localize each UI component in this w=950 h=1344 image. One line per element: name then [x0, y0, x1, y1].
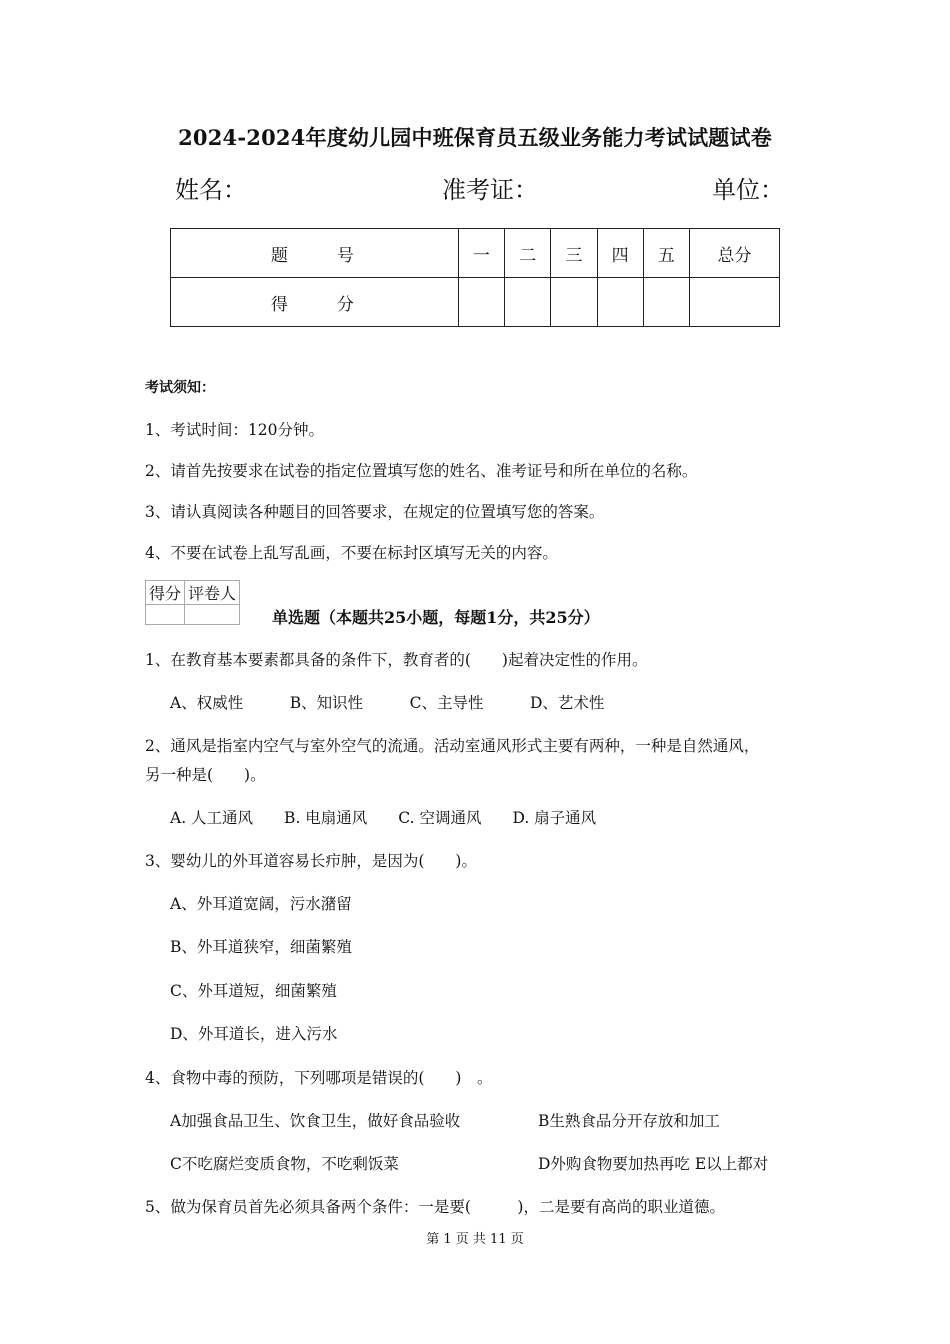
question-1-stem: 1、在教育基本要素都具备的条件下，教育者的( )起着决定性的作用。: [145, 651, 648, 669]
notice-item: 1、考试时间：120分钟。: [145, 421, 324, 439]
question-3-option-d: D、外耳道长，进入污水: [170, 1025, 338, 1043]
score-table: [170, 228, 780, 327]
score-table-header-cell: 五: [643, 229, 689, 278]
page-title: 2024-2024年度幼儿园中班保育员五级业务能力考试试题试卷: [178, 125, 772, 150]
question-5-stem: 5、做为保育员首先必须具备两个条件：一是要( )，二是要有高尚的职业道德。: [145, 1198, 725, 1216]
score-table-header-row: [171, 229, 780, 278]
score-table-score-row: [171, 278, 780, 327]
score-cell[interactable]: [643, 278, 689, 327]
grader-score-label: 得分: [146, 581, 185, 605]
unit-label: 单位：: [712, 176, 784, 204]
score-table-header-cell: 二: [505, 229, 551, 278]
grader-box: [145, 580, 240, 625]
score-cell[interactable]: [551, 278, 597, 327]
question-4-option-a: A加强食品卫生、饮食卫生，做好食品验收: [170, 1112, 461, 1130]
question-3-stem: 3、婴幼儿的外耳道容易长疖肿，是因为( )。: [145, 852, 477, 870]
score-cell[interactable]: [458, 278, 504, 327]
score-table-header-label: 题 号: [171, 229, 459, 278]
name-label: 姓名：: [175, 176, 247, 204]
question-4-option-b: B生熟食品分开存放和加工: [538, 1112, 720, 1130]
score-table-header-cell: 四: [597, 229, 643, 278]
question-2-options: A. 人工通风 B. 电扇通风 C. 空调通风 D. 扇子通风: [170, 809, 597, 827]
page-footer: 第 1 页 共 11 页: [426, 1232, 524, 1247]
question-4-stem: 4、食物中毒的预防，下列哪项是错误的( ) 。: [145, 1069, 493, 1087]
exam-number-label: 准考证：: [442, 176, 538, 204]
question-2-stem: 2、通风是指室内空气与室外空气的流通。活动室通风形式主要有两种，一种是自然通风，: [145, 737, 760, 755]
score-cell[interactable]: [505, 278, 551, 327]
score-cell[interactable]: [597, 278, 643, 327]
question-3-option-c: C、外耳道短，细菌繁殖: [170, 982, 337, 1000]
section-title: 单选题（本题共25小题，每题1分，共25分）: [272, 608, 600, 627]
notice-item: 3、请认真阅读各种题目的回答要求，在规定的位置填写您的答案。: [145, 503, 605, 521]
score-table-header-cell: 三: [551, 229, 597, 278]
score-row-label: 得 分: [171, 278, 459, 327]
grader-name-label: 评卷人: [185, 581, 240, 605]
question-3-option-b: B、外耳道狭窄，细菌繁殖: [170, 938, 352, 956]
question-4-option-d: D外购食物要加热再吃 E以上都对: [538, 1155, 769, 1173]
notice-item: 2、请首先按要求在试卷的指定位置填写您的姓名、准考证号和所在单位的名称。: [145, 462, 698, 480]
grader-name-cell[interactable]: [185, 605, 240, 625]
score-table-header-cell: 一: [458, 229, 504, 278]
grader-score-cell[interactable]: [146, 605, 185, 625]
question-1-options: A、权威性 B、知识性 C、主导性 D、艺术性: [170, 694, 605, 712]
question-2-stem-cont: 另一种是( )。: [145, 766, 266, 784]
question-3-option-a: A、外耳道宽阔，污水潴留: [170, 895, 352, 913]
question-4-option-c: C不吃腐烂变质食物，不吃剩饭菜: [170, 1155, 399, 1173]
score-cell[interactable]: [690, 278, 780, 327]
score-table-header-cell: 总分: [690, 229, 780, 278]
notice-heading: 考试须知：: [145, 380, 215, 396]
notice-item: 4、不要在试卷上乱写乱画，不要在标封区填写无关的内容。: [145, 544, 558, 562]
